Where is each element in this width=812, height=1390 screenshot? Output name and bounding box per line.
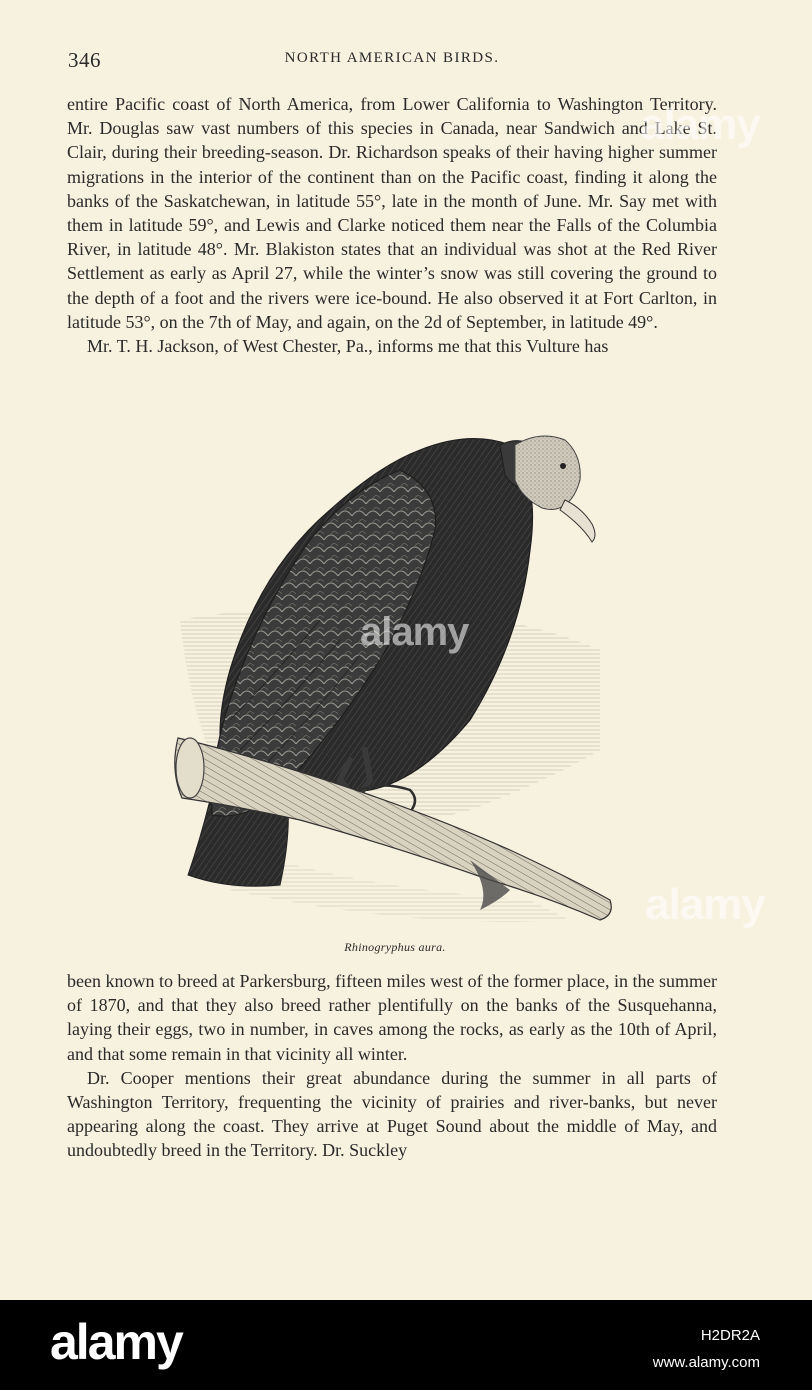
watermark: alamy <box>640 100 760 149</box>
paragraph-cooper: Dr. Cooper mentions their great abundance during the summer in all parts of Washington Territory, frequenting the vicinity of prairies and river-banks, but never appearing along the coast. They arrive at Puget Sound about the middle of May, and undoubtedly breed in the Territory. Dr. Suckley <box>67 1067 717 1161</box>
text-block-bottom <box>67 969 717 1163</box>
page-header <box>68 48 716 78</box>
paragraph-jackson-end: been known to breed at Parkersburg, fifteen miles west of the former place, in the summer of 1870, and that they also breed rather plentifully on the banks of the Susquehanna, laying their eggs, two in number, in caves among the rocks, as early as the 10th of April, and that some remain in that vicinity all winter. <box>67 971 717 1064</box>
figure-caption: Rhinogryphus aura. <box>344 940 446 954</box>
site-url: www.alamy.com <box>652 1354 760 1371</box>
running-title: NORTH AMERICAN BIRDS. <box>284 50 500 66</box>
image-id: H2DR2A <box>700 1327 760 1344</box>
watermark: alamy <box>360 610 469 654</box>
vulture-beak <box>560 500 595 542</box>
watermark: alamy <box>645 880 765 929</box>
alamy-logo: alamy <box>50 1314 182 1370</box>
paragraph-jackson-start: Mr. T. H. Jackson, of West Chester, Pa., informs me that this Vulture has <box>87 336 609 357</box>
paragraph-continued: entire Pacific coast of North America, from Lower California to Washington Territory. Mr. Douglas saw vast numbers of this species in Canada, near Sandwich and Lake St. Clair, during their breeding-season. Dr. Richardson speaks of their having higher summer migrations in the interior of the continent than on the Pacific coast, finding it along the banks of the Saskatchewan, in latitude 55°, late in the month of June. Mr. Say met with them in latitude 59°, and Lewis and Clarke noticed them near the Falls of the Columbia River, in latitude 48°. Mr. Blakiston states that an individual was shot at the Red River Settlement as early as April 27, while the winter’s snow was still covering the ground to the depth of a foot and the rivers were ice-bound. He also observed it at Fort Carlton, in latitude 53°, on the 7th of May, and again, on the 2d of September, in latitude 49°. <box>67 94 717 332</box>
text-block-top <box>67 92 717 358</box>
page-number: 346 <box>68 48 101 72</box>
branch-cut-end <box>176 738 204 798</box>
vulture-illustration <box>170 420 620 940</box>
vulture-engraving <box>170 420 620 940</box>
vulture-eye <box>560 463 566 469</box>
stock-image-info <box>653 1322 760 1376</box>
